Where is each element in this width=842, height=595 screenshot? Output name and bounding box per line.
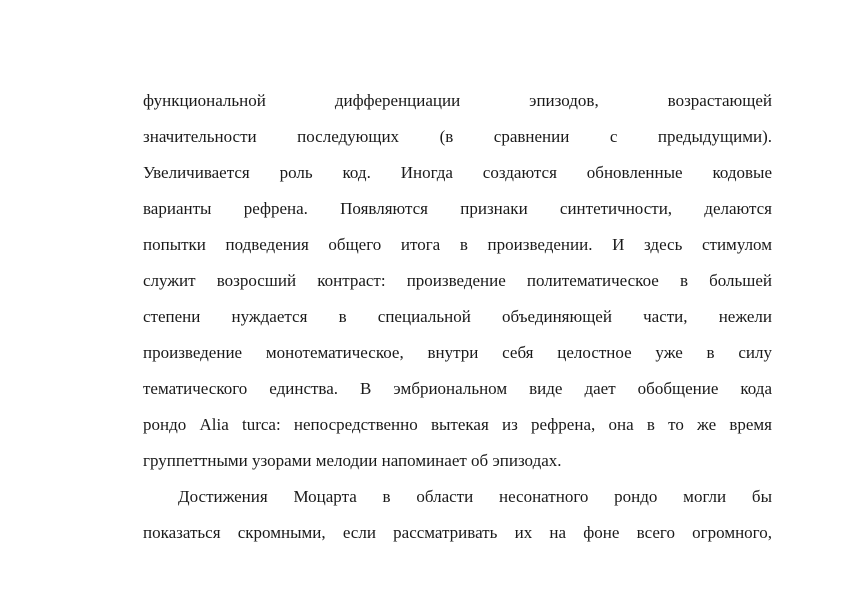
text-line: функциональной дифференциации эпизодов, возрастающей — [143, 91, 772, 110]
text-line: значительности последующих (в сравнении с предыдущими). — [143, 127, 772, 146]
paragraph-last-line: группеттными узорами мелодии напоминает об эпизодах. — [143, 451, 562, 470]
paragraph-first-line: Достижения Моцарта в области несонатного рондо могли бы — [178, 487, 772, 506]
text-line: попытки подведения общего итога в произведении. И здесь стимулом — [143, 235, 772, 254]
document-text-body — [143, 83, 772, 551]
text-line: степени нуждается в специальной объединяющей части, нежели — [143, 307, 772, 326]
text-line: варианты рефрена. Появляются признаки синтетичности, делаются — [143, 199, 772, 218]
text-line: Увеличивается роль код. Иногда создаются обновленные кодовые — [143, 163, 772, 182]
text-line: произведение монотематическое, внутри себя целостное уже в силу — [143, 343, 772, 362]
text-line: служит возросший контраст: произведение политематическое в большей — [143, 271, 772, 290]
text-line: показаться скромными, если рассматривать их на фоне всего огромного, — [143, 523, 772, 542]
text-line: рондо Alia turca: непосредственно вытекая из рефрена, она в то же время — [143, 415, 772, 434]
text-line: тематического единства. В эмбриональном виде дает обобщение кода — [143, 379, 772, 398]
